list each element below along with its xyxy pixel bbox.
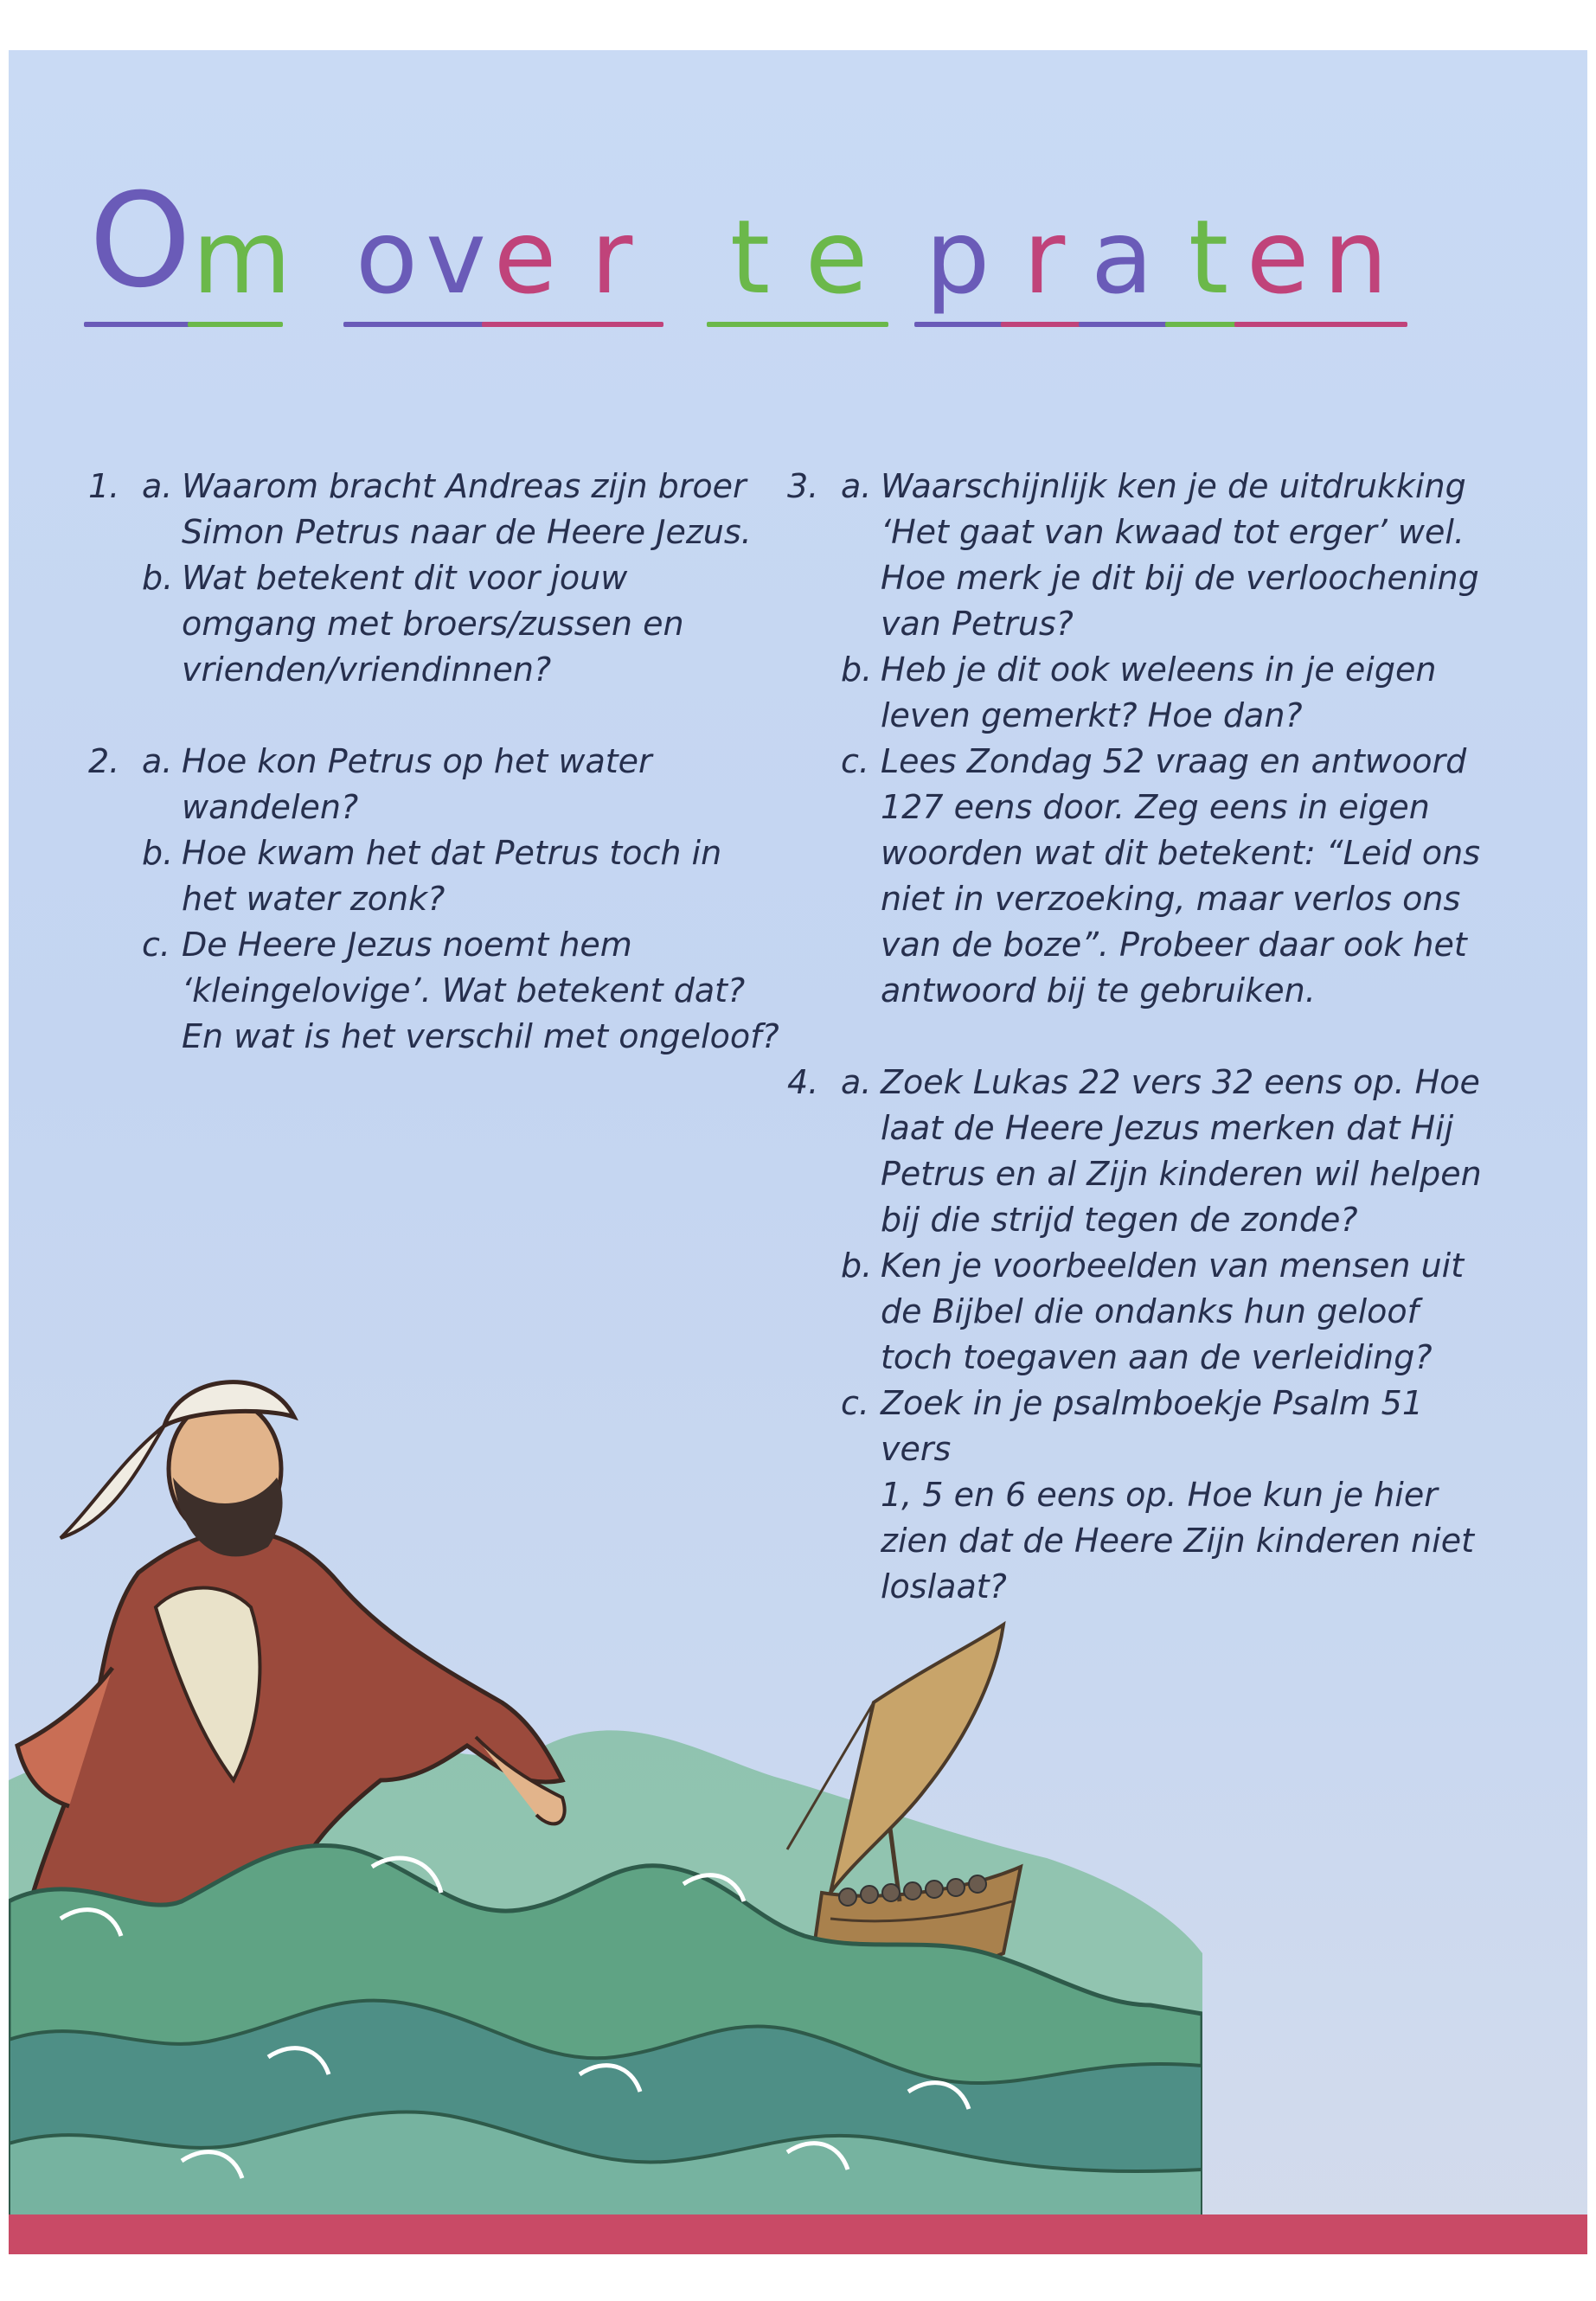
- title-letter: e: [804, 197, 869, 317]
- title-letter: t: [729, 197, 771, 317]
- question-line: van Petrus?: [881, 605, 1074, 643]
- sub-question-label: b.: [841, 651, 873, 689]
- title-underline: [84, 322, 205, 327]
- sub-question: [88, 830, 780, 922]
- question-line: 127 eens door. Zeg eens in eigen: [881, 788, 1430, 826]
- sub-question: [787, 647, 1497, 739]
- question-line: omgang met broers/zussen en: [182, 605, 684, 643]
- question-line: Heb je dit ook weleens in je eigen: [881, 651, 1437, 689]
- question-line: Ken je voorbeelden van mensen uit: [881, 1247, 1465, 1285]
- sub-question-label: c.: [841, 1384, 869, 1422]
- page-title: [88, 166, 1403, 336]
- question-number: 3.: [787, 467, 819, 505]
- question-line: wandelen?: [182, 788, 359, 826]
- title-underline: [793, 322, 888, 327]
- sub-question: [88, 739, 780, 830]
- title-letter: v: [426, 197, 486, 317]
- title-letter: O: [88, 166, 192, 317]
- question-line: vrienden/vriendinnen?: [182, 651, 552, 689]
- question-line: het water zonk?: [182, 880, 445, 918]
- question-line: van de boze”. Probeer daar ook het: [881, 926, 1467, 964]
- title-letter: p: [925, 197, 990, 317]
- sub-question-label: b.: [841, 1247, 873, 1285]
- title-underline: [188, 322, 283, 327]
- question-number: 2.: [88, 742, 120, 780]
- title-letter: a: [1090, 197, 1154, 317]
- question-line: Wat betekent dit voor jouw: [182, 559, 628, 597]
- peter-sinking-illustration: [9, 1296, 1202, 2254]
- sub-question: [88, 464, 780, 555]
- title-letter: e: [493, 197, 557, 317]
- question-line: Hoe kwam het dat Petrus toch in: [182, 834, 722, 872]
- question-line: woorden wat dit betekent: “Leid ons: [881, 834, 1481, 872]
- sub-question: [88, 555, 780, 693]
- question-line: Hoe merk je dit bij de verloochening: [881, 559, 1479, 597]
- question-number: 1.: [88, 467, 120, 505]
- question-line: ‘Het gaat van kwaad tot erger’ wel.: [881, 513, 1465, 551]
- question-line: 1, 5 en 6 eens op. Hoe kun je hier: [881, 1476, 1438, 1514]
- title-letter: m: [192, 197, 292, 317]
- bottom-band: [9, 2214, 1587, 2254]
- title-letter: n: [1323, 197, 1388, 317]
- title-underline: [707, 322, 802, 327]
- question-line: zien dat de Heere Zijn kinderen niet: [881, 1522, 1474, 1560]
- sub-question: [787, 739, 1497, 1014]
- question-line: Zoek in je psalmboekje Psalm 51 vers: [881, 1384, 1424, 1468]
- question-line: antwoord bij te gebruiken.: [881, 971, 1316, 1009]
- question-gap: [88, 693, 780, 739]
- question-line: Zoek Lukas 22 vers 32 eens op. Hoe: [881, 1063, 1480, 1101]
- sub-question: [88, 922, 780, 1060]
- title-letter: r: [590, 197, 633, 317]
- sub-question-label: c.: [142, 926, 170, 964]
- sub-question-label: b.: [142, 559, 174, 597]
- question-line: Waarschijnlijk ken je de uitdrukking: [881, 467, 1466, 505]
- question-gap: [787, 1014, 1497, 1060]
- question-line: toch toegaven aan de verleiding?: [881, 1338, 1433, 1376]
- question-line: Simon Petrus naar de Heere Jezus.: [182, 513, 752, 551]
- question-line: niet in verzoeking, maar verlos ons: [881, 880, 1461, 918]
- question-line: de Bijbel die ondanks hun geloof: [881, 1292, 1420, 1330]
- sub-question-label: b.: [142, 834, 174, 872]
- title-underline: [1079, 322, 1174, 327]
- title-letter: o: [355, 197, 419, 317]
- questions-left-column: [88, 464, 780, 1060]
- title-underline: [568, 322, 663, 327]
- question: [787, 464, 1497, 1014]
- question-line: Petrus en al Zijn kinderen wil helpen: [881, 1155, 1482, 1193]
- title-letter: r: [1022, 197, 1066, 317]
- question-line: laat de Heere Jezus merken dat Hij: [881, 1109, 1454, 1147]
- question-line: Waarom bracht Andreas zijn broer: [182, 467, 747, 505]
- sub-question-label: c.: [841, 742, 869, 780]
- question-number: 4.: [787, 1063, 819, 1101]
- question-line: ‘kleingelovige’. Wat betekent dat?: [182, 971, 746, 1009]
- title-underline: [1312, 322, 1407, 327]
- question-line: De Heere Jezus noemt hem: [182, 926, 632, 964]
- question: [88, 464, 780, 693]
- title-letter: t: [1188, 197, 1229, 317]
- title-underline: [482, 322, 577, 327]
- sub-question-label: a.: [841, 467, 872, 505]
- sub-question-label: a.: [142, 467, 173, 505]
- question-line: Hoe kon Petrus op het water: [182, 742, 652, 780]
- question-line: bij die strijd tegen de zonde?: [881, 1201, 1358, 1239]
- question-line: leven gemerkt? Hoe dan?: [881, 696, 1303, 734]
- sub-question: [787, 1060, 1497, 1243]
- question-line: loslaat?: [881, 1567, 1007, 1606]
- sub-question-label: a.: [142, 742, 173, 780]
- question-line: Lees Zondag 52 vraag en antwoord: [881, 742, 1467, 780]
- page: [9, 50, 1587, 2254]
- question: [88, 739, 780, 1060]
- sub-question: [787, 464, 1497, 647]
- title-underline: [914, 322, 1010, 327]
- question-line: En wat is het verschil met ongeloof?: [182, 1017, 779, 1055]
- sub-question-label: a.: [841, 1063, 872, 1101]
- title-letter: e: [1246, 197, 1310, 317]
